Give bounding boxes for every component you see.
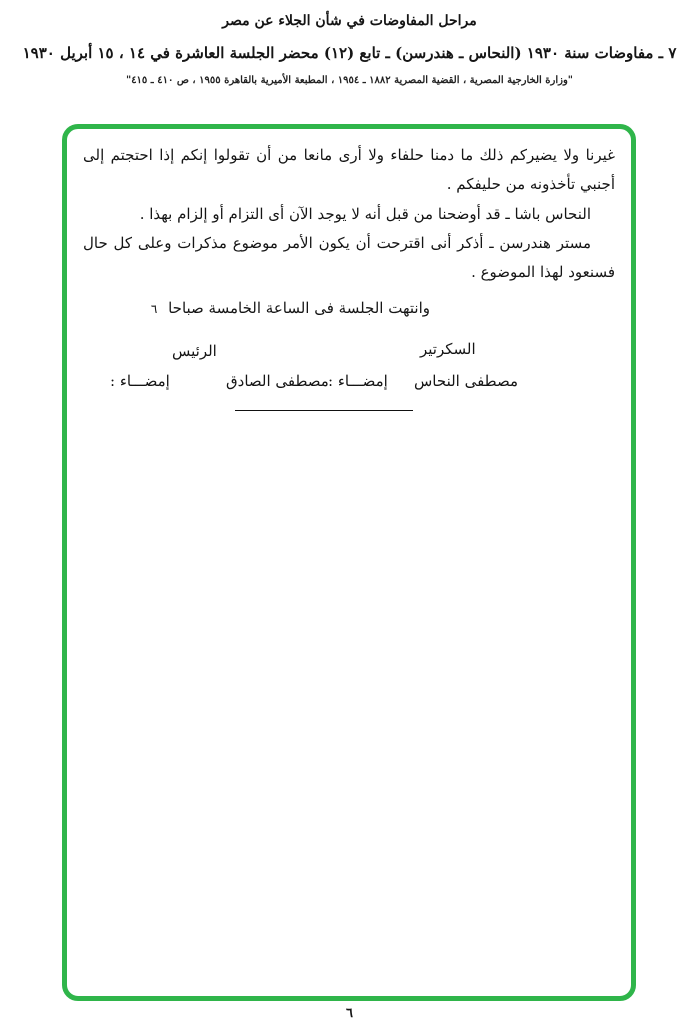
page-number: ٦ (346, 1006, 353, 1021)
header-subtitle: ٧ ـ مفاوضات سنة ١٩٣٠ (النحاس ـ هندرسن) ـ تابع (١٢) محضر الجلسة العاشرة في ١٤ ، ١٥ أبريل ١٩٣٠ (22, 44, 677, 62)
signatures-block (83, 340, 615, 440)
green-frame (62, 124, 636, 1001)
page-header (0, 0, 699, 86)
signature-label-left: إمضـــاء : (328, 371, 388, 390)
signature-label-right: إمضـــاء : (110, 371, 170, 390)
footnote-marker: ٦ (150, 302, 158, 317)
president-title-label: الرئيس (172, 341, 217, 360)
henderson-paragraph: مستر هندرسن ـ أذكر أنى اقترحت أن يكون الأمر موضوع مذكرات وعلى كل حال فسنعود لهذا الموضوع . (83, 233, 615, 281)
session-closing-line (83, 294, 430, 323)
nahhas-paragraph: النحاس باشا ـ قد أوضحنا من قبل أنه لا يوجد الآن أى التزام أو إلزام بهذا . (139, 204, 591, 223)
closing-text: وانتهت الجلسة فى الساعة الخامسة صباحا (168, 299, 430, 318)
paragraph-continuation: غيرنا ولا يضيركم ذلك ما دمنا حلفاء ولا أرى مانعا من أن تقولوا إنكم إذا احتجتم إلى أجنبي تأخذونه من حليفكم . (83, 146, 615, 194)
header-source-citation: "وزارة الخارجية المصرية ، القضية المصرية ١٨٨٢ ـ ١٩٥٤ ، المطبعة الأميرية بالقاهرة ١٩٥٥ ، ص ٤١٠ ـ ٤١٥" (125, 75, 574, 86)
president-signature-name: مصطفى النحاس (414, 371, 519, 390)
secretary-signature-name: مصطفى الصادق (226, 371, 329, 390)
header-title: مراحل المفاوضات في شأن الجلاء عن مصر (222, 13, 477, 29)
secretary-title-label: السكرتير (420, 339, 476, 358)
signature-divider-line (235, 410, 413, 411)
